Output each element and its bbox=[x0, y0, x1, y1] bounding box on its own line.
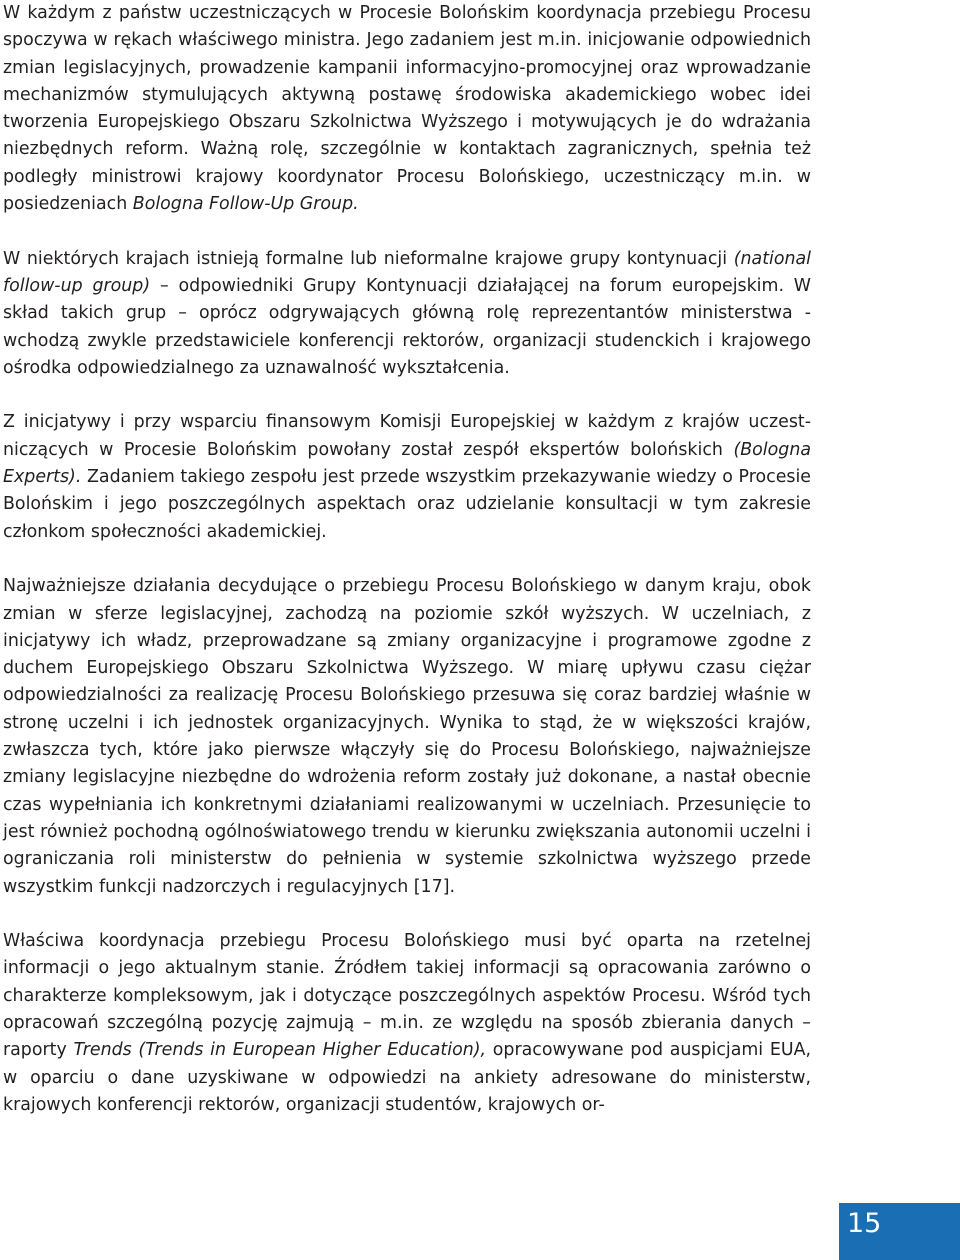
page-number: 15 bbox=[847, 1208, 882, 1239]
text-run: Zadaniem takiego zespołu jest przede wszystkim przekazywanie wiedzy o Procesie Bolońskim i jego poszczególnych aspektach oraz udzielanie konsultacji w tym zakresie członkom społeczności akademickiej. bbox=[3, 467, 811, 542]
text-run: opracowywane pod auspicjami EUA, w oparciu o dane uzyskiwane w odpowiedzi na ankiety adresowane do ministerstw, krajowych konferencji rektorów, organizacji studentów, krajowych or- bbox=[3, 1040, 811, 1115]
paragraph bbox=[3, 0, 811, 218]
paragraph bbox=[3, 409, 811, 545]
text-run: W niektórych krajach istnieją formalne lub nieformalne krajowe grupy kontynuacji bbox=[3, 248, 734, 269]
document-body bbox=[3, 0, 811, 1146]
italic-text: (national follow-up group) bbox=[3, 248, 811, 296]
paragraph bbox=[3, 573, 811, 901]
text-run: Najważniejsze działania decydujące o przebiegu Procesu Bolońskiego w danym kraju, obok zmian w sferze legislacyjnej, zachodzą na poziomie szkół wyższych. W uczelniach, z inicjatywy ich władz, przeprowadzane są zmiany organizacyjne i programowe zgodne z duchem Europejskiego Obszaru Szkolnictwa Wyższego. W miarę upływu czasu ciężar odpowiedzialności za realizację Procesu Bolońskiego przesuwa się coraz bardziej właśnie w stronę uczelni i ich jednostek organizacyjnych. Wynika to stąd, że w większości krajów, zwłaszcza tych, które jako pierwsze włączyły się do Procesu Bolońskiego, najważniejsze zmiany legislacyjne niezbędne do wdrożenia reform zostały już dokonane, a nastał obecnie czas wypełniania ich konkretnymi działaniami realizowanymi w uczelniach. Przesunięcie to jest również pochodną ogólnoświatowego trendu w kierunku zwiększania autonomii uczelni i ograniczania roli ministerstw do pełnienia w systemie szkolnictwa wyższego przede wszystkim funkcji nadzorczych i regulacyjnych [17]. bbox=[3, 576, 811, 897]
italic-text: Trends (Trends in European Higher Education), bbox=[73, 1040, 487, 1061]
italic-text: Bologna Follow-Up Group. bbox=[132, 194, 359, 215]
italic-text: (Bologna Experts). bbox=[3, 439, 811, 488]
text-run: Właściwa koordynacja przebiegu Procesu Bolońskiego musi być oparta na rzetelnej informacji o jego aktualnym stanie. Źródłem takiej informacji są opracowania zarówno o charakterze kompleksowym, jak i dotyczące poszczególnych aspektów Procesu. Wśród tych opracowań szczególną pozycję zajmują – m.in. ze względu na sposób zbierania danych – raporty bbox=[3, 931, 811, 1061]
text-run: W każdym z państw uczestniczących w Procesie Bolońskim koordynacja przebiegu Procesu spoczywa w rękach właściwego ministra. Jego zadaniem jest m.in. inicjowanie odpowiednich zmian legislacyjnych, prowadzenie kampanii informacyjno-promocyjnej oraz wprowadzanie mechanizmów stymulujących aktywną postawę środowiska akademickiego wobec idei tworzenia Europejskiego Obszaru Szkolnictwa Wyższego i motywujących je do wdrażania niezbędnych reform. Ważną rolę, szczególnie w kontaktach zagranicznych, spełnia też podległy ministrowi krajowy koordynator Procesu Bolońskiego, uczestniczący m.in. w posiedzeniach bbox=[3, 3, 811, 215]
page-number-box bbox=[839, 1203, 960, 1260]
paragraph bbox=[3, 246, 811, 382]
text-run: Z inicjatywy i przy wsparciu finansowym Komisji Europejskiej w każdym z krajów uczestniczących w Procesie Bolońskim powołany został zespół ekspertów bolońskich bbox=[3, 412, 811, 460]
paragraph bbox=[3, 928, 811, 1119]
text-run: – odpowiedniki Grupy Kontynuacji działającej na forum europejskim. W skład takich grup – oprócz odgrywających główną rolę reprezentantów ministerstwa - wchodzą zwykle przedstawiciele konferencji rektorów, organizacji studenckich i krajowego ośrodka odpowiedzialnego za uznawalność wykształcenia. bbox=[3, 275, 811, 378]
